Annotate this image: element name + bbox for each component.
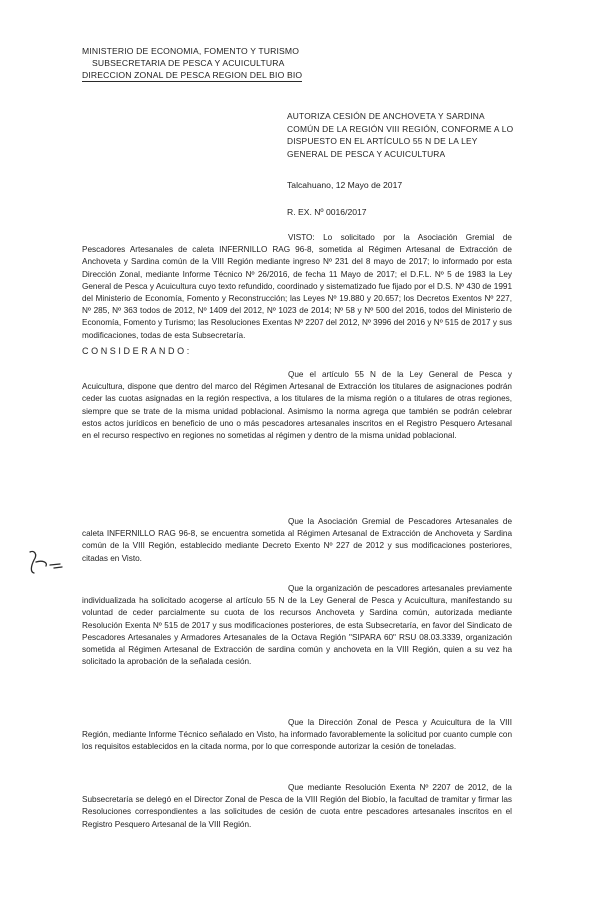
considerando-paragraph-1: Que el artículo 55 N de la Ley General de Pesca y Acuicultura, dispone que dentro del marco del Régimen Artesanal de Extracción los titulares de asignaciones podrán ceder las cuotas asignadas en la región respectiva, a los titulares de la misma región o a titulares de otras regiones, siempre que se trate de la misma unidad poblacional. Asimismo la norma agrega que también se podrán celebrar estos actos jurídicos en beneficio de uno o más pescadores artesanales inscritos en el Registro Pesquero Artesanal en el recurso respectivo en regiones no sometidas al régimen y dentro de la misma unidad poblacional.	[82, 370, 512, 441]
considerando-paragraph-3: Que la organización de pescadores artesanales previamente individualizada ha solicitado acogerse al artículo 55 N de la Ley General de Pesca y Acuicultura, manifestando su voluntad de ceder parcialmente su cuota de los recursos Anchoveta y Sardina común, autorizada mediante Resolución Exenta Nº 515 de 2017 y sus modificaciones posteriores, de esta Subsecretaría, en favor del Sindicato de Pescadores Artesanales y Armadores Artesanales de la Octava Región "SIPARA 60" RSU 08.03.3339, organización sometida al Régimen Artesanal de Extracción de sardina común y anchoveta en la VIII Región, quien a su vez ha solicitado la aprobación de la señalada cesión.	[82, 584, 512, 667]
handwritten-initials-mark	[24, 548, 64, 578]
letterhead	[82, 45, 442, 82]
resolution-subject: AUTORIZA CESIÓN DE ANCHOVETA Y SARDINA COMÚN DE LA REGIÓN VIII REGIÓN, CONFORME A LO DISPUESTO EN EL ARTÍCULO 55 N DE LA LEY GENERAL DE PESCA Y ACUICULTURA	[287, 111, 514, 159]
considerando-paragraph-5: Que mediante Resolución Exenta Nº 2207 de 2012, de la Subsecretaría se delegó en el Director Zonal de Pesca de la VIII Región del Biobío, la facultad de tramitar y firmar las Resoluciones correspondientes a las solicitudes de cesión de cuota entre pescadores artesanales inscritos en el Registro Pesquero Artesanal de la VIII Región.	[82, 783, 512, 829]
subsecretariat-line: SUBSECRETARIA DE PESCA Y ACUICULTURA	[92, 58, 285, 68]
visto-paragraph: VISTO: Lo solicitado por la Asociación Gremial de Pescadores Artesanales de caleta INFERNILLO RAG 96-8, sometida al Régimen Artesanal de Extracción de Anchoveta y Sardina común de la VIII Región mediante ingreso Nº 231 del 8 mayo de 2017; lo informado por esta Dirección Zonal, mediante Informe Técnico Nº 26/2016, de fecha 11 Mayo de 2017; el D.F.L. Nº 5 de 1983 la Ley General de Pesca y Acuicultura cuyo texto refundido, coordinado y sistematizado fue fijado por el D.S. Nº 430 de 1991 del Ministerio de Economía, Fomento y Reconstrucción; las Leyes Nº 19.880 y 20.657; los Decretos Exentos Nº 227, Nº 285, Nº 363 todos de 2012, Nº 1409 del 2012, Nº 1023 de 2014; Nº 58 y Nº 500 del 2016, todos del Ministerio de Economía, Fomento y Turismo; las Resoluciones Exentas Nº 2207 del 2012, Nº 3996 del 2016 y Nº 515 de 2017 y sus modificaciones, todas de esta Subsecretaría.	[82, 233, 512, 340]
considerando-paragraph-4: Que la Dirección Zonal de Pesca y Acuicultura de la VIII Región, mediante Informe Técnico señalado en Visto, ha informado favorablemente la solicitud por cuanto cumple con los requisitos establecidos en la citada norma, por lo que corresponde autorizar la cesión de toneladas.	[82, 718, 512, 752]
ministry-line: MINISTERIO DE ECONOMIA, FOMENTO Y TURISMO	[82, 46, 300, 56]
zonal-direction-line: DIRECCION ZONAL DE PESCA REGION DEL BIO BIO	[82, 70, 303, 80]
considerando-paragraph-2: Que la Asociación Gremial de Pescadores Artesanales de caleta INFERNILLO RAG 96-8, se encuentra sometida al Régimen Artesanal de Extracción de Anchoveta y Sardina común de la VIII Región, establecido mediante Decreto Exento Nº 227 de 2012 y sus modificaciones posteriores, citadas en Visto.	[82, 517, 512, 563]
resolution-number: R. EX. Nº 0016/2017	[287, 207, 367, 217]
place-date: Talcahuano, 12 Mayo de 2017	[287, 180, 403, 190]
considerando-heading: CONSIDERANDO:	[82, 346, 192, 356]
